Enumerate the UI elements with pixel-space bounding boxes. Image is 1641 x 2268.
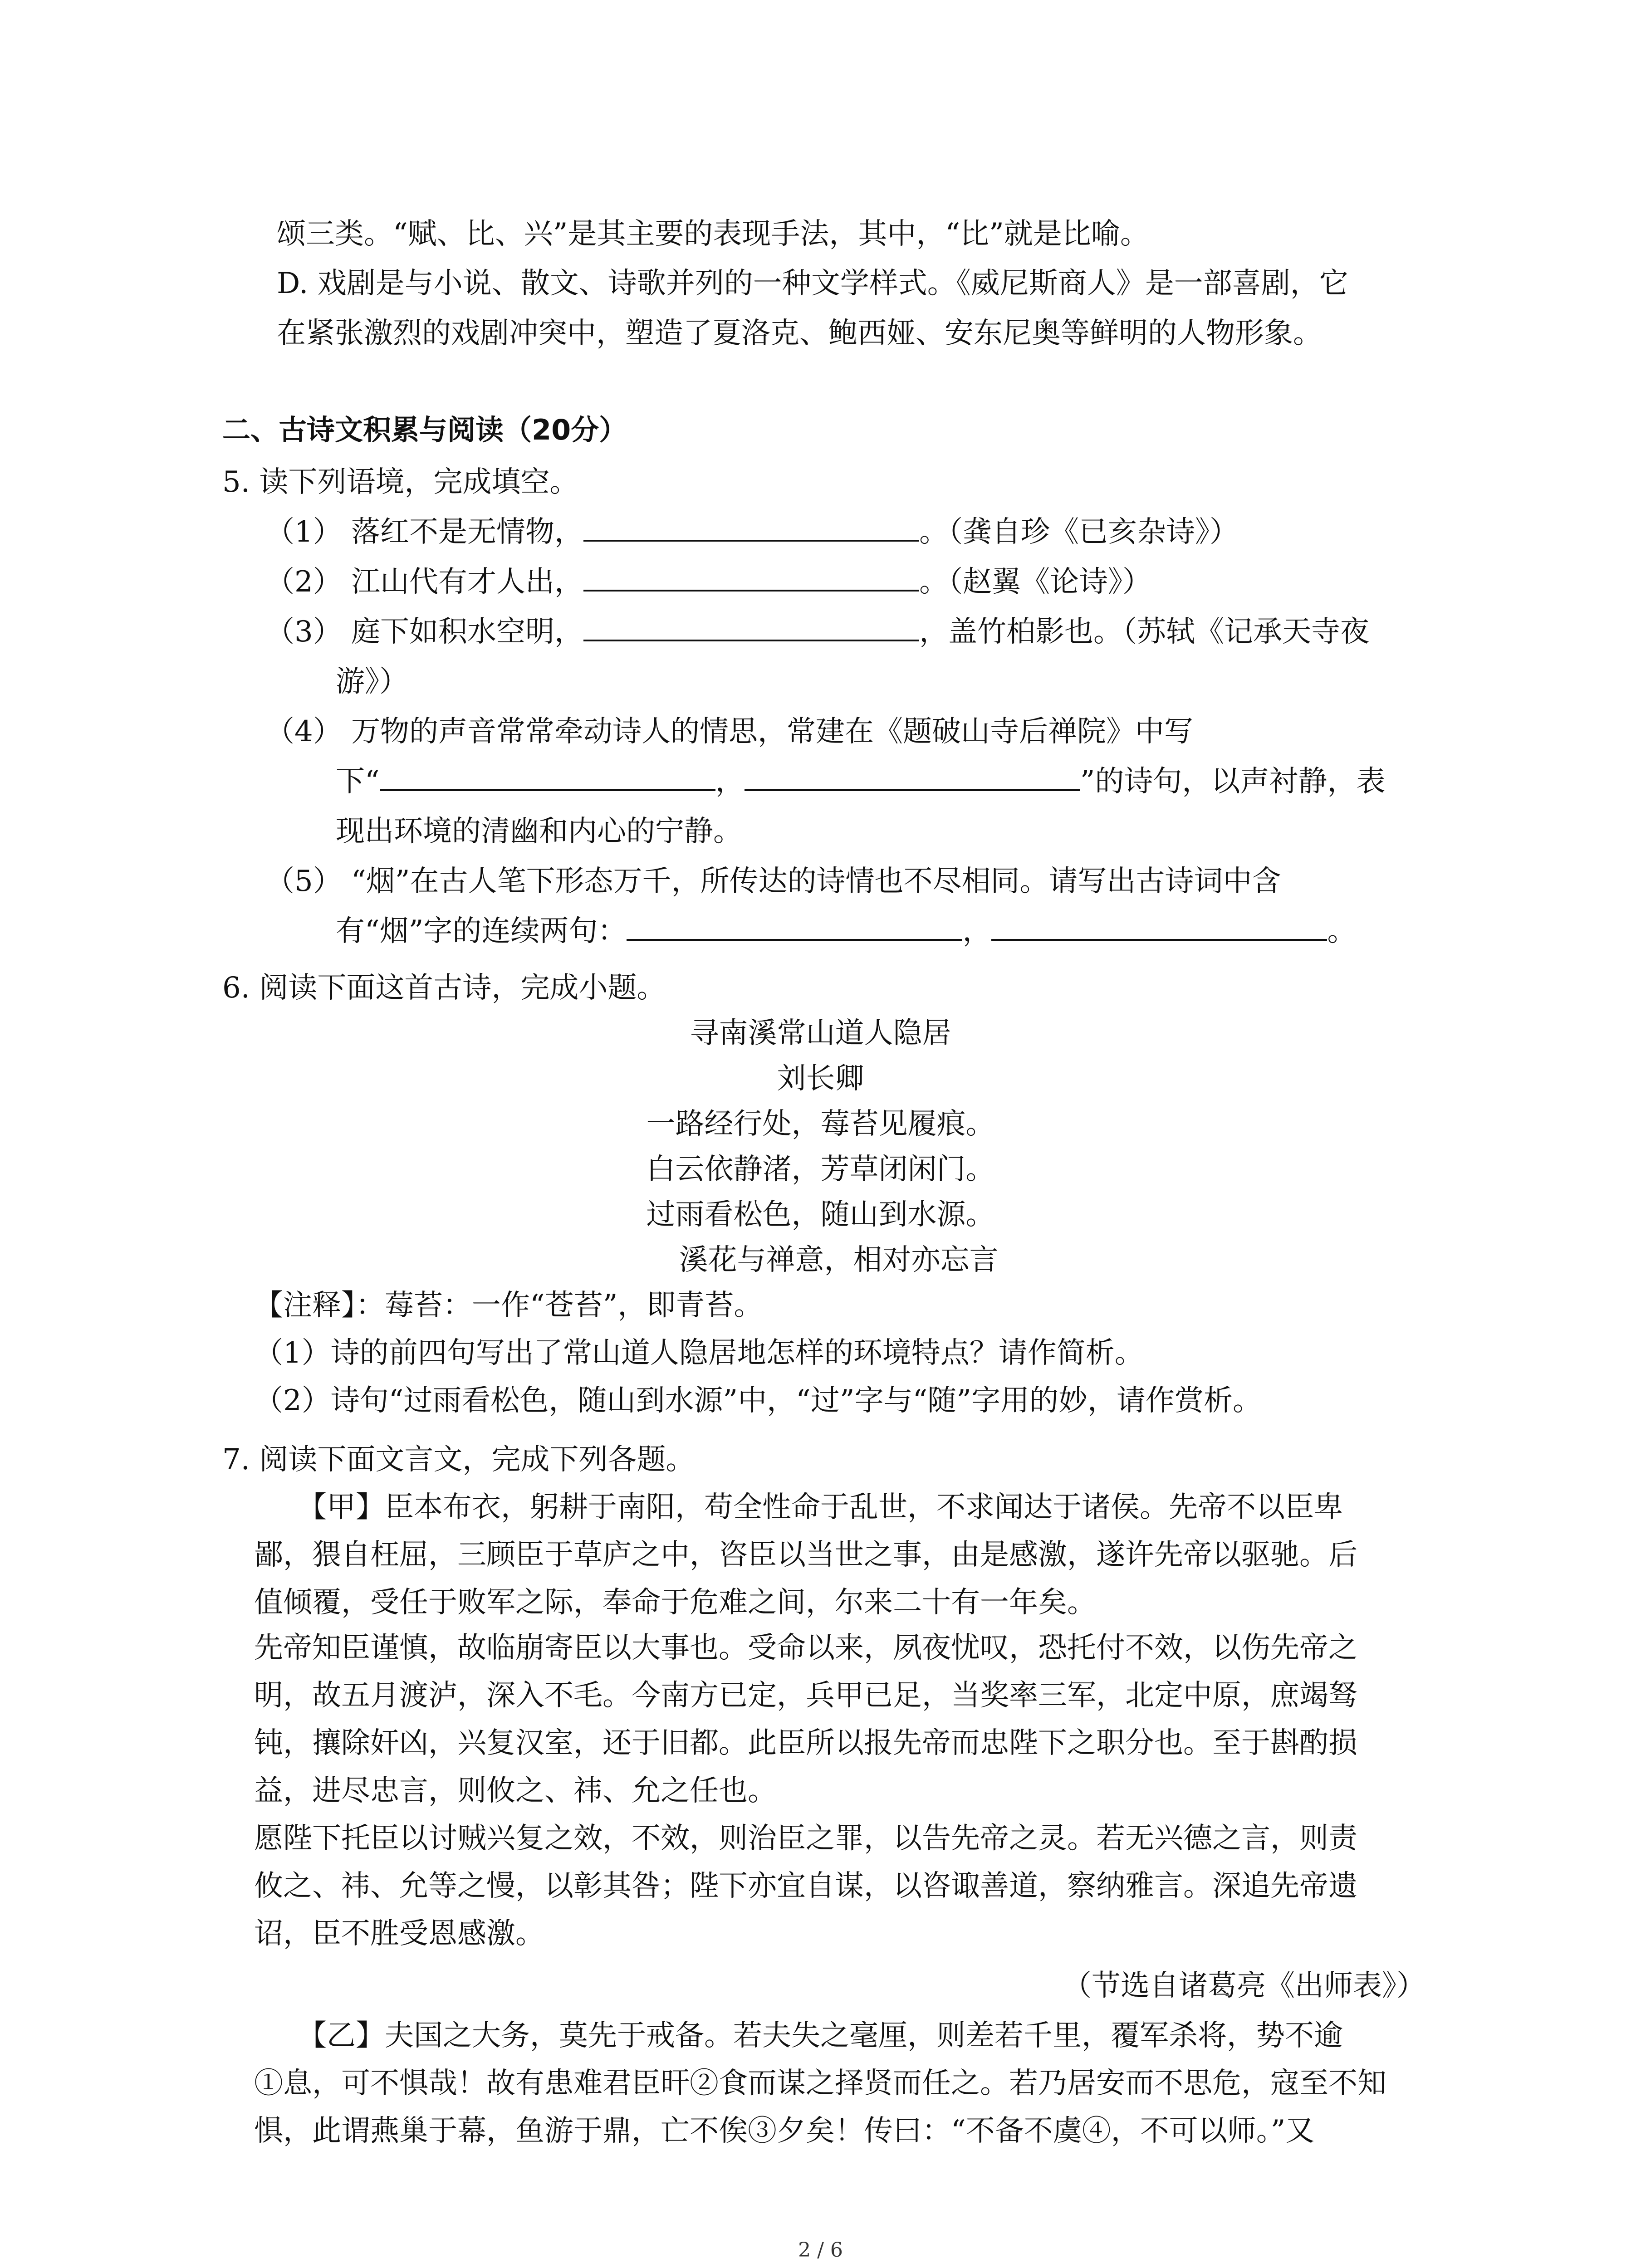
passage-jia-line: 益，进尽忠言，则攸之、祎、允之任也。 [254, 1774, 777, 1808]
passage-jia-line: 先帝知臣谨慎，故临崩寄臣以大事也。受命以来，夙夜忧叹，恐托付不效，以伤先帝之 [254, 1631, 1357, 1665]
passage-source: （节选自诸葛亮《出师表》） [1063, 1969, 1425, 2003]
q5-item-5-text: 有“烟”字的连续两句： [336, 914, 627, 948]
q5-item-4-line1: （4） 万物的声音常常牵动诗人的情思，常建在《题破山寺后禅院》中写 [265, 715, 1194, 748]
q5-item-5-comma: ， [962, 914, 992, 948]
q6-subquestion-2: （2）诗句“过雨看松色，随山到水源”中，“过”字与“随”字用的妙，请作赏析。 [254, 1384, 1262, 1418]
passage-jia-line: 愿陛下托臣以讨贼兴复之效，不效，则治臣之罪，以告先帝之灵。若无兴德之言，则责 [254, 1822, 1357, 1855]
q5-item-1-text: （1） 落红不是无情物， [265, 515, 584, 549]
q5-item-4-line2 [336, 760, 1385, 803]
page-number: 2 / 6 [798, 2239, 843, 2262]
q5-item-3 [265, 610, 1369, 654]
answer-blank[interactable] [583, 611, 919, 641]
answer-blank[interactable] [583, 512, 919, 542]
passage-jia-line: 攸之、祎、允等之慢，以彰其咎；陛下亦宜自谋，以咨诹善道，察纳雅言。深追先帝遗 [254, 1869, 1357, 1903]
q5-item-1 [265, 510, 1239, 554]
question-5-stem: 5. 读下列语境，完成填空。 [222, 465, 579, 499]
q5-item-5-line1: （5） “烟”在古人笔下形态万千，所传达的诗情也不尽相同。请写出古诗词中含 [265, 865, 1281, 898]
poem-title: 寻南溪常山道人隐居 [690, 1017, 951, 1050]
q6-subquestion-1: （1）诗的前四句写出了常山道人隐居地怎样的环境特点？请作简析。 [254, 1336, 1144, 1370]
q5-item-1-source: 。（龚自珍《已亥杂诗》） [919, 515, 1239, 549]
text-line: D. 戏剧是与小说、散文、诗歌并列的一种文学样式。《威尼斯商人》是一部喜剧，它 [277, 267, 1348, 300]
q5-item-5-period: 。 [1327, 914, 1357, 948]
poem-line: 一路经行处，莓苔见履痕。 [646, 1107, 995, 1141]
section-title: 二、古诗文积累与阅读（20分） [222, 413, 627, 446]
poem-line: 溪花与禅意，相对亦忘言 [679, 1243, 999, 1277]
passage-jia-line: 【甲】臣本布衣，躬耕于南阳，苟全性命于乱世，不求闻达于诸侯。先帝不以臣卑 [254, 1491, 1343, 1524]
answer-blank[interactable] [991, 911, 1327, 941]
poem-author: 刘长卿 [777, 1062, 864, 1095]
q5-item-3-source: ，盖竹柏影也。（苏轼《记承天寺夜 [919, 615, 1370, 649]
q5-item-2-text: （2） 江山代有才人出， [265, 565, 584, 599]
poem-note: 【注释】：莓苔：一作“苍苔”，即青苔。 [254, 1289, 763, 1322]
q5-item-5-line2 [336, 909, 1356, 953]
passage-jia-line: 鄙，猥自枉屈，三顾臣于草庐之中，咨臣以当世之事，由是感激，遂许先帝以驱驰。后 [254, 1538, 1357, 1572]
q5-item-3-cont: 游》） [336, 665, 408, 699]
passage-yi-line: 惧，此谓燕巢于幕，鱼游于鼎，亡不俟③夕矣！传曰：“不备不虞④，不可以师。”又 [254, 2114, 1315, 2148]
answer-blank[interactable] [745, 761, 1080, 791]
passage-jia-line: 值倾覆，受任于败军之际，奉命于危难之间，尔来二十有一年矣。 [254, 1586, 1096, 1619]
text-line: 颂三类。“赋、比、兴”是其主要的表现手法，其中，“比”就是比喻。 [277, 217, 1149, 251]
q5-item-2 [265, 560, 1151, 604]
answer-blank[interactable] [627, 911, 962, 941]
text-line: 在紧张激烈的戏剧冲突中，塑造了夏洛克、鲍西娅、安东尼奥等鲜明的人物形象。 [277, 317, 1322, 350]
passage-jia-line: 钝，攘除奸凶，兴复汉室，还于旧都。此臣所以报先帝而忠陛下之职分也。至于斟酌损 [254, 1726, 1357, 1760]
q5-item-2-source: 。（赵翼《论诗》） [919, 565, 1152, 599]
answer-blank[interactable] [583, 562, 919, 591]
q5-item-4-line3: 现出环境的清幽和内心的宁静。 [336, 815, 742, 848]
passage-yi-line: 【乙】夫国之大务，莫先于戒备。若夫失之毫厘，则差若千里，覆军杀将，势不逾 [254, 2019, 1343, 2053]
poem-line: 过雨看松色，随山到水源。 [646, 1198, 995, 1232]
question-7-stem: 7. 阅读下面文言文，完成下列各题。 [222, 1443, 695, 1476]
passage-jia-line: 明，故五月渡泸，深入不毛。今南方已定，兵甲已足，当奖率三军，北定中原，庶竭驽 [254, 1679, 1357, 1712]
q5-item-3-text: （3） 庭下如积水空明， [265, 615, 584, 649]
poem-line: 白云依静渚，芳草闭闲门。 [646, 1153, 995, 1186]
passage-jia-line: 诏，臣不胜受恩感激。 [254, 1917, 544, 1950]
answer-blank[interactable] [380, 761, 715, 791]
q5-item-4-tail: ”的诗句，以声衬静，表 [1080, 765, 1386, 798]
q5-item-4-comma: ， [715, 765, 745, 798]
passage-yi-line: ①息，可不惧哉！故有患难君臣旰②食而谋之择贤而任之。若乃居安而不思危，寇至不知 [254, 2067, 1386, 2100]
question-6-stem: 6. 阅读下面这首古诗，完成小题。 [222, 971, 666, 1005]
q5-item-4-quote-open: 下“ [336, 765, 380, 798]
